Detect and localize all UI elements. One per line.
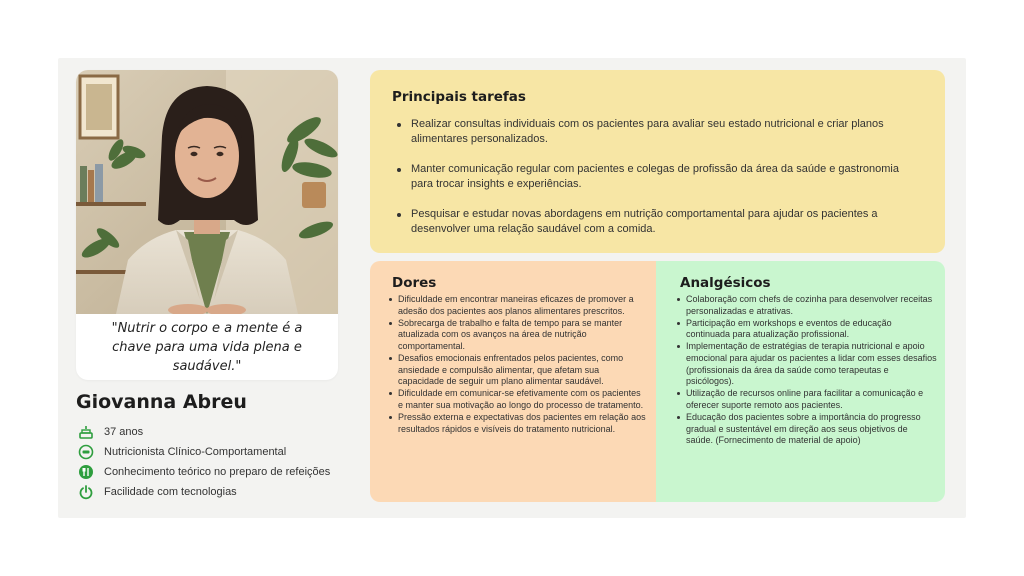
list-item: Dificuldade em encontrar maneiras eficazes de promover a adesão dos pacientes aos planos alimentares prescritos. (398, 294, 646, 317)
gains-section (656, 261, 945, 502)
list-item: Colaboração com chefs de cozinha para desenvolver receitas personalizadas e atrativas. (686, 294, 937, 317)
pains-list (384, 294, 646, 435)
list-item: Pesquisar e estudar novas abordagens em nutrição comportamental para ajudar os pacientes a desenvolver uma relação saudável com a comida. (410, 207, 921, 237)
age-icon (78, 424, 94, 440)
tasks-title: Principais tarefas (392, 89, 526, 105)
pains-gains-panel (370, 261, 945, 502)
persona-traits (78, 422, 348, 502)
pains-section (370, 261, 656, 502)
list-item: Pressão externa e expectativas dos pacientes em relação aos resultados rápidos e visíveis do tratamento nutricional. (398, 411, 646, 434)
list-item: Desafios emocionais enfrentados pelos pacientes, como ansiedade e compulsão alimentar, que afetam sua capacidade de seguir um plano alimentar saudável. (398, 353, 646, 388)
list-item: Sobrecarga de trabalho e falta de tempo para se manter atualizada com os avanços na área de nutrição comportamental. (398, 318, 646, 353)
persona-quote: "Nutrir o corpo e a mente é a chave para uma vida plena e saudável." (111, 320, 303, 374)
trait-age-label: 37 anos (104, 426, 144, 438)
pains-title: Dores (392, 275, 437, 291)
list-item: Participação em workshops e eventos de educação continuada para atualização profissional. (686, 318, 937, 341)
trait-age (78, 422, 348, 442)
list-item: Educação dos pacientes sobre a importância do progresso gradual e sustentável em direção aos seus objetivos de saúde. (Fornecimento de material de apoio) (686, 412, 937, 447)
cutlery-icon (78, 464, 94, 480)
trait-cooking (78, 462, 348, 482)
persona-board (58, 58, 966, 518)
trait-profession-label: Nutricionista Clínico-Comportamental (104, 446, 287, 458)
list-item: Realizar consultas individuais com os pacientes para avaliar seu estado nutricional e criar planos alimentares personalizados. (410, 117, 921, 147)
tasks-list (392, 117, 921, 237)
trait-profession (78, 442, 348, 462)
trait-technology (78, 482, 348, 502)
list-item: Manter comunicação regular com pacientes e colegas de profissão da área da saúde e gastronomia para trocar insights e experiências. (410, 162, 921, 192)
gains-list (672, 294, 937, 447)
profession-badge-icon (78, 444, 94, 460)
trait-technology-label: Facilidade com tecnologias (104, 486, 237, 498)
persona-photo (76, 70, 338, 314)
list-item: Implementação de estratégias de terapia nutricional e apoio emocional para ajudar os pacientes a lidar com esses desafios (profissionais da área da saúde como terapeutas e psicólogos). (686, 341, 937, 387)
list-item: Dificuldade em comunicar-se efetivamente com os pacientes e manter sua motivação ao longo do processo de tratamento. (398, 388, 646, 411)
trait-cooking-label: Conhecimento teórico no preparo de refeições (104, 466, 331, 478)
persona-name: Giovanna Abreu (76, 391, 247, 413)
profile-card (76, 70, 338, 380)
gains-title: Analgésicos (680, 275, 771, 291)
list-item: Utilização de recursos online para facilitar a comunicação e oferecer suporte remoto aos pacientes. (686, 388, 937, 411)
tasks-panel (370, 70, 945, 253)
power-icon (78, 484, 94, 500)
